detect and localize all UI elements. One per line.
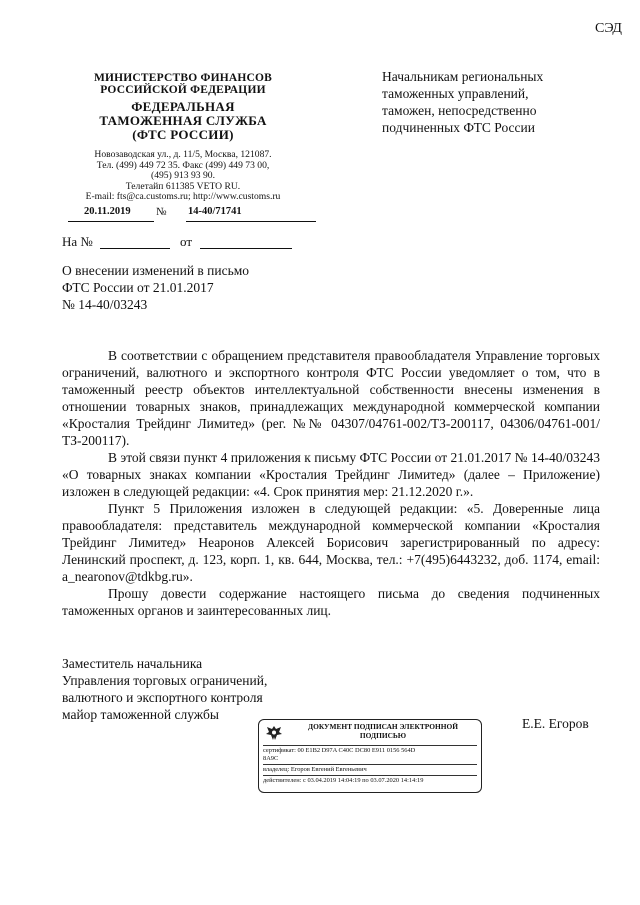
position-line: майор таможенной службы	[62, 707, 219, 722]
letterhead	[52, 72, 314, 203]
reference-date-label: от	[180, 234, 193, 249]
registration-date: 20.11.2019	[84, 206, 131, 217]
body-paragraph: Прошу довести содержание настоящего письма до сведения подчиненных таможенных органов и заинтересованных лиц.	[62, 586, 600, 618]
registration-row	[68, 206, 314, 222]
stamp-title-line: ПОДПИСЬЮ	[359, 730, 407, 740]
body-paragraph: В соответствии с обращением представителя правообладателя Управление торговых ограничений, валютного и экспортного контроля ФТС России уведомляет о том, что в таможенный реестр объектов интеллектуальной собственности внесены изменения в отношении товарных знаков, принадлежащих международной коммерческой компании «Кросталия Трейдинг Лимитед» (рег. №№ 04307/04761-002/ТЗ-200117, 04306/04761-001/ТЗ-200117).	[62, 348, 600, 448]
number-underline	[186, 221, 316, 222]
address-line: Телетайп 611385 VETO RU.	[125, 180, 241, 192]
subject-line: № 14-40/03243	[62, 297, 148, 312]
registration-number: 14-40/71741	[188, 206, 242, 217]
reference-number-label: На №	[62, 234, 93, 249]
position-line: валютного и экспортного контроля	[62, 690, 263, 705]
subject-line: ФТС России от 21.01.2017	[62, 280, 214, 295]
electronic-signature-stamp	[258, 719, 482, 793]
address-line: (495) 913 93 90.	[151, 170, 215, 181]
position-line: Управления торговых ограничений,	[62, 673, 268, 688]
recipient-line: подчиненных ФТС России	[382, 120, 535, 135]
stamp-owner: владелец: Егоров Евгений Евгеньевич	[263, 766, 367, 773]
service-line-2: ТАМОЖЕННАЯ СЛУЖБА	[99, 113, 267, 128]
stamp-certificate: сертификат: 00 E1B2 D97A C40C DC80 E911 0156 564D	[263, 747, 416, 754]
date-underline	[68, 221, 154, 222]
number-sign: №	[156, 206, 167, 218]
reference-date-blank	[200, 248, 292, 249]
sed-mark: СЭД	[595, 21, 622, 36]
recipient-block	[382, 68, 622, 136]
signatory-name: Е.Е. Егоров	[522, 716, 589, 731]
recipient-line: Начальникам региональных	[382, 69, 544, 84]
service-line-3: (ФТС РОССИИ)	[132, 127, 234, 142]
reference-row	[62, 234, 302, 252]
stamp-divider	[263, 745, 477, 746]
stamp-validity: действителен: с 03.04.2019 14:04:19 по 03.07.2020 14:14:19	[263, 777, 424, 784]
address-line: E-mail: fts@ca.customs.ru; http://www.customs.ru	[85, 191, 281, 202]
stamp-divider	[263, 775, 477, 776]
subject-line: О внесении изменений в письмо	[62, 263, 250, 278]
stamp-title	[289, 723, 477, 740]
body-paragraph: Пункт 5 Приложения изложен в следующей редакции: «5. Доверенные лица правообладателя: представитель международной коммерческой компании «Кросталия Трейдинг Лимитед» Неаронов Алексей Борисович зарегистрированный по адресу: Ленинский проспект, д. 123, корп. 1, кв. 644, Москва, тел.: +7(495)6443232, доб. 1174, email: a_nearonov@tdkbg.ru».	[62, 501, 600, 584]
stamp-details	[263, 744, 477, 785]
address-line: Новозаводская ул., д. 11/5, Москва, 121087.	[94, 149, 272, 160]
body-paragraph: В этой связи пункт 4 приложения к письму ФТС России от 21.01.2017 № 14-40/03243 «О товарных знаках компании «Кросталия Трейдинг Лимитед» (далее – Приложение) изложен в следующей редакции: «4. Срок принятия мер: 21.12.2020 г.».	[62, 450, 600, 499]
letter-body	[62, 347, 600, 619]
stamp-title-line: ДОКУМЕНТ ПОДПИСАН ЭЛЕКТРОННОЙ	[308, 722, 458, 731]
org-address	[52, 150, 314, 203]
recipient-line: таможенных управлений,	[382, 86, 529, 101]
stamp-certificate-cont: 8A9C	[263, 755, 279, 762]
subject-block	[62, 262, 302, 313]
stamp-divider	[263, 764, 477, 765]
position-line: Заместитель начальника	[62, 656, 203, 671]
address-line: Тел. (499) 449 72 35. Факс (499) 449 73 00,	[96, 159, 270, 171]
eagle-emblem-icon	[264, 724, 284, 742]
signatory-position	[62, 655, 302, 723]
service-line-1: ФЕДЕРАЛЬНАЯ	[131, 99, 235, 114]
reference-number-blank	[100, 248, 170, 249]
ministry-line-2: РОССИЙСКОЙ ФЕДЕРАЦИИ	[100, 84, 266, 96]
recipient-line: таможен, непосредственно	[382, 103, 537, 118]
ministry-line-1: МИНИСТЕРСТВО ФИНАНСОВ	[93, 72, 273, 84]
